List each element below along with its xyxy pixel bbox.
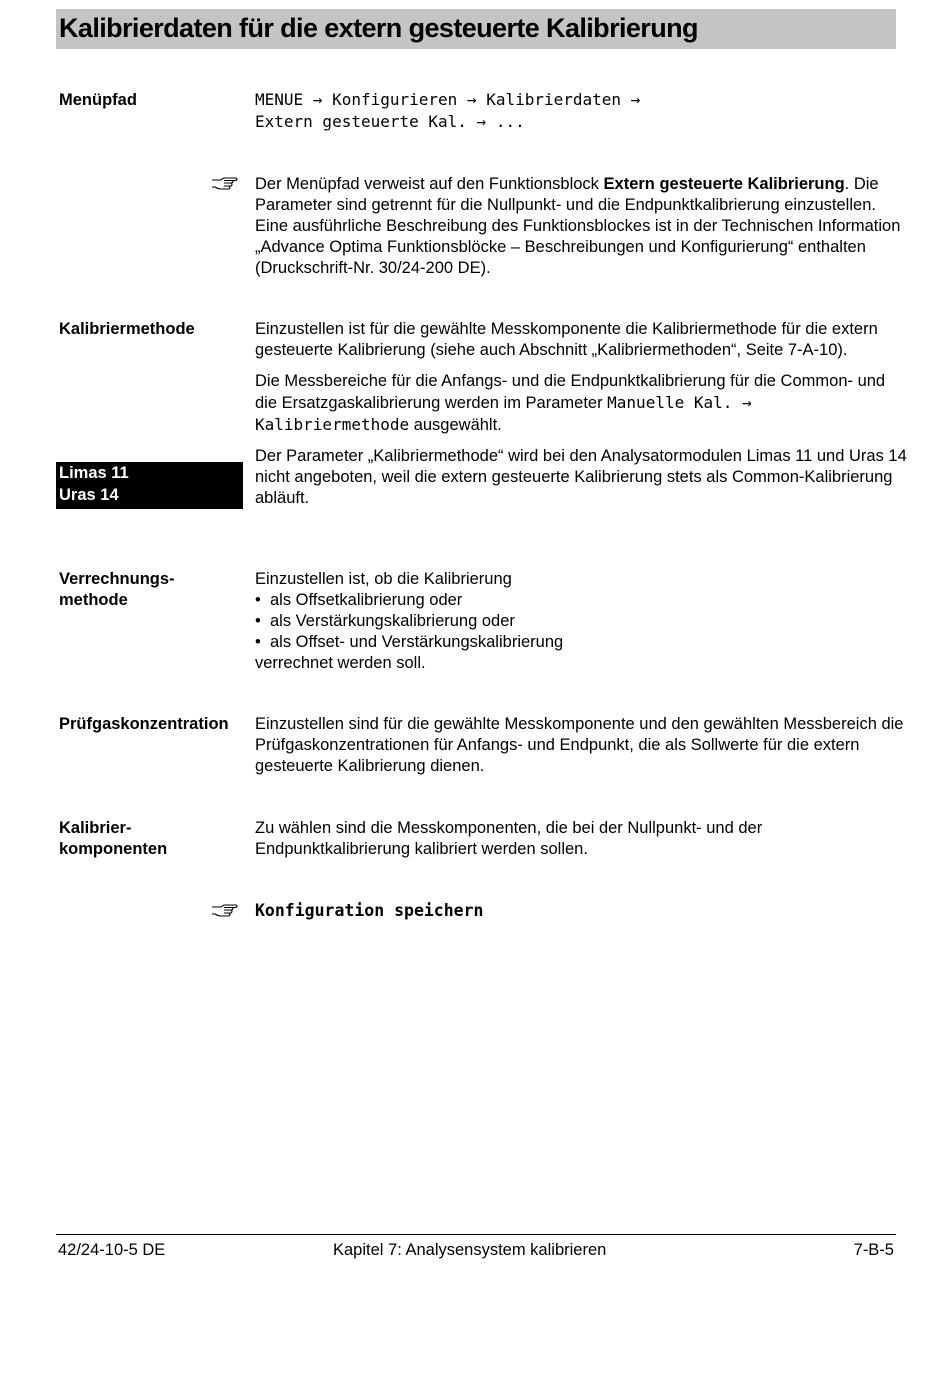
page-title: Kalibrierdaten für die extern gesteuerte Kalibrierung [59,13,698,43]
test-gas-label: Prüfgaskonzentration [59,715,229,733]
para-2-mono-1: Manuelle Kal. → [607,393,752,412]
note-bold-function-block: Extern gesteuerte Kalibrierung [603,175,845,193]
footer-page-number: 7-B-5 [853,1241,894,1259]
pointing-hand-icon [211,901,239,921]
calibration-method-para-2 [255,371,905,436]
calibration-method-para-3: Der Parameter „Kalibriermethode“ wird bei den Analysatormodulen Limas 11 und Uras 14 nicht angeboten, weil die extern gesteuerte Kalibrierung stets als Common-Kalibrierung abläuft. [255,447,907,507]
offset-method-body [255,569,905,674]
menu-path-note [255,174,905,279]
analyzer-note-box [56,462,243,509]
offset-method-outro: verrechnet werden soll. [255,654,426,672]
list-item: • als Offsetkalibrierung oder [255,590,905,611]
offset-method-label-line-1: Verrechnungs- [59,570,175,588]
offset-method-label [59,569,244,611]
components-label-line-1: Kalibrier- [59,819,132,837]
offset-method-intro: Einzustellen ist, ob die Kalibrierung [255,570,512,588]
note-box-line-2: Uras 14 [59,486,119,504]
title-bar [56,9,896,49]
footer-divider [56,1234,896,1235]
footer-doc-number: 42/24-10-5 DE [58,1241,166,1259]
menu-path-label: Menüpfad [59,91,137,109]
list-item: • als Verstärkungskalibrierung oder [255,611,905,632]
components-label-line-2: komponenten [59,840,168,858]
note-text-after: . Die Parameter sind getrennt für die Nullpunkt- und die Endpunktkalibrierung einzustellen. Eine ausführliche Beschreibung des Funktionsblockes ist in der Technischen Information „Advance Optima Funktionsblöcke – Beschreibungen und Konfigurierung“ enthalten (Druckschrift-Nr. 30/24-200 DE). [255,175,901,277]
save-configuration-text: Konfiguration speichern [255,901,484,920]
offset-method-list [255,590,905,653]
para-2-text: Die Messbereiche für die Anfangs- und die Endpunktkalibrierung für die Common- und die Ersatzgaskalibrierung werden im Parameter [255,372,886,412]
components-text: Zu wählen sind die Messkomponenten, die bei der Nullpunkt- und der Endpunktkalibrierung kalibriert werden sollen. [255,819,763,858]
calibration-method-para-1: Einzustellen ist für die gewählte Messkomponente die Kalibriermethode für die extern gesteuerte Kalibrierung (siehe auch Abschnitt „Kalibriermethoden“, Seite 7-A-10). [255,320,878,359]
offset-method-label-line-2: methode [59,591,128,609]
menu-path-line-1: MENUE → Konfigurieren → Kalibrierdaten → [255,90,641,109]
list-item: • als Offset- und Verstärkungskalibrierung [255,632,905,653]
menu-path-line-2: Extern gesteuerte Kal. → ... [255,112,525,131]
calibration-method-label: Kalibriermethode [59,320,195,338]
menu-path [255,89,905,133]
para-2-mono-2: Kalibriermethode [255,415,410,434]
footer-chapter: Kapitel 7: Analysensystem kalibrieren [333,1241,607,1259]
note-text-before: Der Menüpfad verweist auf den Funktionsblock [255,175,604,193]
calibration-method-body [255,319,905,509]
para-2-end: ausgewählt. [409,416,502,434]
pointing-hand-icon [211,174,239,194]
components-label [59,818,244,860]
note-box-line-1: Limas 11 [59,464,129,482]
test-gas-text: Einzustellen sind für die gewählte Messkomponente und den gewählten Messbereich die Prüfgaskonzentrationen für Anfangs- und Endpunkt, die als Sollwerte für die extern gesteuerte Kalibrierung dienen. [255,715,904,775]
